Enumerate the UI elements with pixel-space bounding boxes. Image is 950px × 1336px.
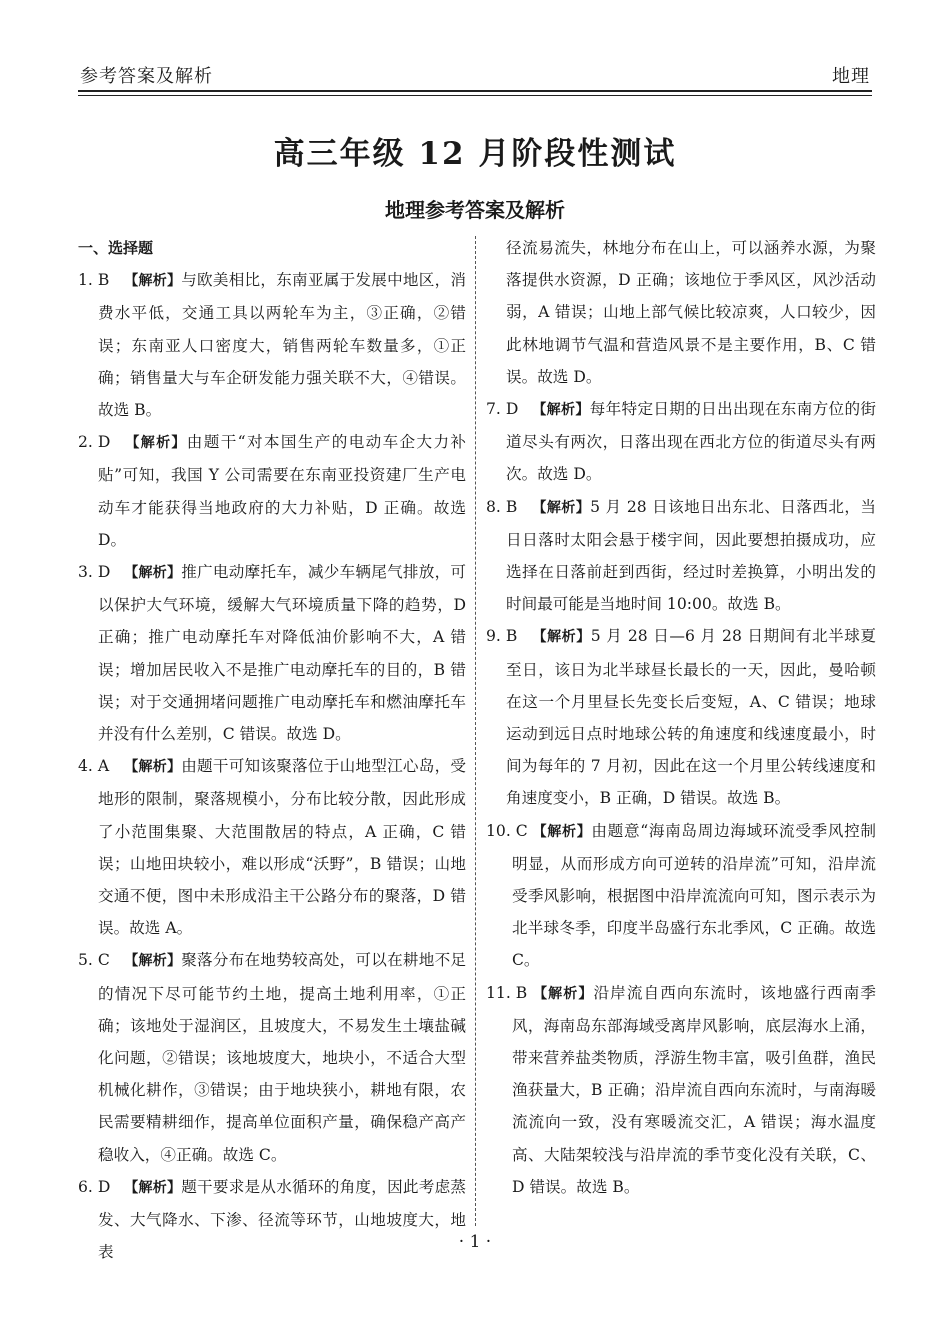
answer-number: 5. C: [78, 951, 110, 970]
left-column: [78, 232, 466, 1269]
right-column: [486, 232, 876, 1203]
answer-item-7: [486, 393, 876, 491]
answer-item-4: [78, 750, 466, 944]
analysis-tag: 【解析】: [532, 629, 591, 646]
analysis-text: 径流易流失，林地分布在山上，可以涵养水源，为聚落提供水资源，D 正确；该地位于季风区，风沙活动弱，A 错误；山地上部气候比较凉爽，人口较少，因此林地调节气温和营造风景不是主要作用，B、C 错误。故选 D。: [506, 239, 876, 386]
section-heading: 一、选择题: [78, 239, 154, 257]
header-rule-thick: [78, 90, 872, 92]
answer-number: 6. D: [78, 1177, 111, 1196]
analysis-text: 由题意“海南岛周边海域环流受季风控制明显，从而形成方向可逆转的沿岸流”可知，沿岸流受季风影响，根据图中沿岸流流向可知，图示表示为北半球冬季，印度半岛盛行东北季风，C 正确。故选 C。: [512, 821, 877, 970]
analysis-tag: 【解析】: [532, 823, 592, 840]
page-title: 高三年级 12 月阶段性测试: [273, 136, 677, 172]
analysis-tag: 【解析】: [124, 273, 182, 290]
analysis-tag: 【解析】: [124, 435, 187, 452]
analysis-text: 由题干可知该聚落位于山地型江心岛，受地形的限制，聚落规模小，分布比较分散，因此形成了小范围集聚、大范围散居的特点，A 正确，C 错误；山地田块较小，难以形成“沃野”，B 错误；山地交通不便，图中未形成沿主干公路分布的聚落，D 错误。故选 A。: [98, 757, 466, 938]
answer-number: 2. D: [78, 433, 111, 452]
answer-number: 1. B: [78, 271, 110, 290]
answer-item-2: [78, 426, 466, 556]
analysis-text: 与欧美相比，东南亚属于发展中地区，消费水平低，交通工具以两轮车为主，③正确，②错误；东南亚人口密度大，销售两轮车数量多，①正确；销售量大与车企研发能力强关联不大，④错误。故选 B。: [98, 271, 466, 420]
answer-number: 10. C: [486, 821, 528, 840]
analysis-text: 5 月 28 日—6 月 28 日期间有北半球夏至日，该日为北半球昼长最长的一天，因此，曼哈顿在这一个月里昼长先变长后变短，A、C 错误；地球运动到远日点时地球公转的角速度和线速度最小，时间为每年的 7 月初，因此在这一个月里公转线速度和角速度变小，B 正确，D 错误。故选 B。: [506, 627, 876, 808]
answer-number: 8. B: [486, 497, 518, 516]
analysis-tag: 【解析】: [532, 499, 591, 516]
analysis-tag: 【解析】: [532, 985, 594, 1002]
answer-number: 11. B: [486, 983, 528, 1002]
answer-number: 7. D: [486, 400, 519, 419]
page-number: · 1 ·: [458, 1232, 492, 1252]
analysis-text: 每年特定日期的日出出现在东南方位的街道尽头有两次，日落出现在西北方位的街道尽头有两次。故选 D。: [506, 400, 876, 484]
analysis-text: 题干要求是从水循环的角度，因此考虑蒸发、大气降水、下渗、径流等环节，山地坡度大，地表: [98, 1177, 466, 1262]
analysis-tag: 【解析】: [532, 402, 590, 419]
analysis-tag: 【解析】: [124, 759, 182, 776]
answer-number: 4. A: [78, 757, 110, 776]
analysis-text: 沿岸流自西向东流时，该地盛行西南季风，海南岛东部海域受离岸风影响，底层海水上涌，带来营养盐类物质，浮游生物丰富，吸引鱼群，渔民渔获量大，B 正确；沿岸流自西向东流时，与南海暖流流向一致，没有寒暖流交汇，A 错误；海水温度高、大陆架较浅与沿岸流的季节变化没有关联，C、D 错误。故选 B。: [512, 983, 876, 1196]
answer-number: 9. B: [486, 627, 518, 646]
answer-item-9: [486, 620, 876, 814]
column-divider: [475, 236, 476, 1226]
analysis-text: 推广电动摩托车，减少车辆尾气排放，可以保护大气环境，缓解大气环境质量下降的趋势，D 正确；推广电动摩托车对降低油价影响不大，A 错误；增加居民收入不是推广电动摩托车的目的，B 错误；对于交通拥堵问题推广电动摩托车和燃油摩托车并没有什么差别，C 错误。故选 D。: [98, 563, 466, 744]
answer-item-10: [486, 815, 876, 977]
analysis-tag: 【解析】: [124, 565, 182, 582]
answer-number: 3. D: [78, 563, 111, 582]
analysis-text: 由题干“对本国生产的电动车企大力补贴”可知，我国 Y 公司需要在东南亚投资建厂生产电动车才能获得当地政府的大力补贴，D 正确。故选 D。: [98, 433, 466, 549]
analysis-text: 聚落分布在地势较高处，可以在耕地不足的情况下尽可能节约土地，提高土地利用率，①正确；该地处于湿润区，且坡度大，不易发生土壤盐碱化问题，②错误；该地坡度大，地块小，不适合大型机械化耕作，③错误；由于地块狭小，耕地有限，农民需要精耕细作，提高单位面积产量，确保稳产高产稳收入，④正确。故选 C。: [98, 951, 466, 1164]
analysis-tag: 【解析】: [124, 1179, 182, 1196]
answer-item-8: [486, 491, 876, 621]
answer-item-11: [486, 977, 876, 1203]
answer-item-6: [78, 1171, 466, 1269]
answer-item-3: [78, 556, 466, 750]
analysis-text: 5 月 28 日该地日出东北、日落西北，当日日落时太阳会悬于楼宇间，因此要想拍摄成功，应选择在日落前赶到西街，经过时差换算，小明出发的时间最可能是当地时间 10:00。故选 B。: [506, 497, 877, 614]
answer-item-1: [78, 264, 466, 426]
answer-item-6-continued: [486, 232, 876, 393]
header-rule-thin: [78, 95, 872, 96]
page-subtitle: 地理参考答案及解析: [385, 198, 565, 222]
header-subject: 地理: [832, 66, 870, 87]
analysis-tag: 【解析】: [124, 953, 182, 970]
header-left-text: 参考答案及解析: [80, 66, 213, 87]
answer-item-5: [78, 944, 466, 1170]
